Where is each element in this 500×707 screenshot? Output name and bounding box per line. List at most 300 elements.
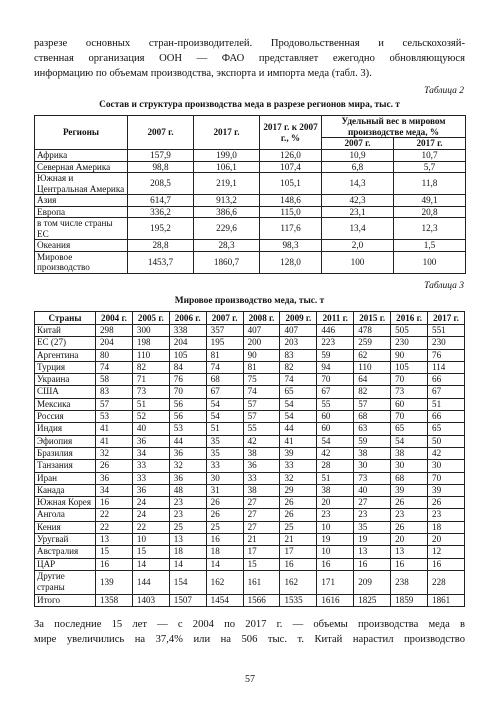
value-cell: 65 <box>280 386 317 398</box>
value-cell: 209 <box>354 570 391 594</box>
table3-row <box>35 398 465 410</box>
value-cell: 17 <box>280 546 317 558</box>
value-cell: 14 <box>206 558 243 570</box>
value-cell: 55 <box>317 398 354 410</box>
value-cell: 15 <box>96 546 133 558</box>
country-name-cell: ЦАР <box>35 558 96 570</box>
value-cell: 1507 <box>169 594 206 606</box>
value-cell: 105,1 <box>260 173 322 195</box>
value-cell: 41 <box>96 423 133 435</box>
value-cell: 478 <box>354 325 391 337</box>
value-cell: 16 <box>354 558 391 570</box>
value-cell: 39 <box>391 484 428 496</box>
value-cell: 35 <box>354 521 391 533</box>
value-cell: 14 <box>132 558 169 570</box>
table3-caption: Таблица 3 <box>424 281 464 291</box>
value-cell: 74 <box>96 361 133 373</box>
table3-row <box>35 361 465 373</box>
value-cell: 1,5 <box>394 240 466 252</box>
table3-row <box>35 435 465 447</box>
table3-row <box>35 337 465 349</box>
value-cell: 30 <box>354 460 391 472</box>
country-name-cell: Индия <box>35 423 96 435</box>
value-cell: 32 <box>280 472 317 484</box>
text-line: мире увеличились на 37,4% или на 506 тыс. т. Китай нарастил производство <box>34 634 465 645</box>
value-cell: 18 <box>428 521 465 533</box>
value-cell: 50 <box>428 435 465 447</box>
table3-row <box>35 325 465 337</box>
region-name-cell: Северная Америка <box>35 161 128 173</box>
value-cell: 70 <box>391 374 428 386</box>
page-number: 57 <box>245 674 255 685</box>
value-cell: 25 <box>169 521 206 533</box>
value-cell: 22 <box>96 521 133 533</box>
value-cell: 154 <box>169 570 206 594</box>
value-cell: 54 <box>280 411 317 423</box>
value-cell: 229,6 <box>194 218 260 240</box>
header-year: 2006 г. <box>169 312 206 325</box>
value-cell: 27 <box>243 497 280 509</box>
value-cell: 13 <box>354 546 391 558</box>
value-cell: 1403 <box>132 594 169 606</box>
value-cell: 144 <box>132 570 169 594</box>
value-cell: 1535 <box>280 594 317 606</box>
value-cell: 26 <box>206 497 243 509</box>
value-cell: 41 <box>280 435 317 447</box>
value-cell: 42,3 <box>322 195 394 207</box>
value-cell: 23 <box>169 497 206 509</box>
value-cell: 74 <box>243 386 280 398</box>
value-cell: 70 <box>391 411 428 423</box>
value-cell: 10,9 <box>322 150 394 162</box>
country-name-cell: Бразилия <box>35 447 96 459</box>
value-cell: 26 <box>96 460 133 472</box>
value-cell: 56 <box>169 398 206 410</box>
country-name-cell: Уругвай <box>35 534 96 546</box>
value-cell: 74 <box>206 361 243 373</box>
value-cell: 10 <box>317 546 354 558</box>
value-cell: 16 <box>317 558 354 570</box>
table3-row <box>35 546 465 558</box>
value-cell: 126,0 <box>260 150 322 162</box>
value-cell: 39 <box>280 447 317 459</box>
table3-row <box>35 374 465 386</box>
table3-row <box>35 484 465 496</box>
table3-row <box>35 594 465 606</box>
header-country: Страны <box>35 312 96 325</box>
value-cell: 1616 <box>317 594 354 606</box>
value-cell: 54 <box>280 398 317 410</box>
value-cell: 22 <box>96 509 133 521</box>
value-cell: 51 <box>206 423 243 435</box>
value-cell: 36 <box>169 447 206 459</box>
value-cell: 75 <box>243 374 280 386</box>
value-cell: 54 <box>391 435 428 447</box>
value-cell: 20 <box>428 534 465 546</box>
text-line: информацию по объемам производства, экспорта и импорта меда (табл. 3). <box>34 68 372 79</box>
value-cell: 13 <box>169 534 206 546</box>
value-cell: 16 <box>280 558 317 570</box>
value-cell: 84 <box>169 361 206 373</box>
value-cell: 407 <box>243 325 280 337</box>
header-year: 2007 г. <box>206 312 243 325</box>
region-name-cell: Африка <box>35 150 128 162</box>
value-cell: 23 <box>391 509 428 521</box>
value-cell: 40 <box>132 423 169 435</box>
value-cell: 16 <box>96 558 133 570</box>
value-cell: 82 <box>132 361 169 373</box>
table2-title: Состав и структура производства меда в разрезе регионов мира, тыс. т <box>99 100 400 110</box>
value-cell: 300 <box>132 325 169 337</box>
value-cell: 73 <box>132 386 169 398</box>
country-name-cell: Турция <box>35 361 96 373</box>
country-name-cell: Аргентина <box>35 349 96 361</box>
value-cell: 54 <box>206 398 243 410</box>
value-cell: 13 <box>96 534 133 546</box>
table2-row <box>35 161 466 173</box>
value-cell: 33 <box>280 460 317 472</box>
value-cell: 54 <box>317 435 354 447</box>
value-cell: 42 <box>428 447 465 459</box>
country-name-cell: Китай <box>35 325 96 337</box>
header-share-2007: 2007 г. <box>322 138 394 150</box>
table2-row <box>35 218 466 240</box>
value-cell: 27 <box>243 521 280 533</box>
value-cell: 336,2 <box>128 206 194 218</box>
table3-row <box>35 570 465 594</box>
header-2007: 2007 г. <box>128 116 194 150</box>
value-cell: 64 <box>354 374 391 386</box>
value-cell: 28,3 <box>194 240 260 252</box>
value-cell: 115,0 <box>260 206 322 218</box>
table3-world-production <box>34 311 465 607</box>
value-cell: 19 <box>317 534 354 546</box>
value-cell: 27 <box>243 509 280 521</box>
value-cell: 208,5 <box>128 173 194 195</box>
country-name-cell: Эфиопия <box>35 435 96 447</box>
value-cell: 230 <box>391 337 428 349</box>
value-cell: 114 <box>428 361 465 373</box>
value-cell: 48 <box>169 484 206 496</box>
header-year: 2009 г. <box>280 312 317 325</box>
value-cell: 139 <box>96 570 133 594</box>
value-cell: 195 <box>206 337 243 349</box>
value-cell: 24 <box>132 497 169 509</box>
value-cell: 73 <box>354 472 391 484</box>
value-cell: 1859 <box>391 594 428 606</box>
region-name-cell: Европа <box>35 206 128 218</box>
header-ratio: 2017 г. к 2007 г., % <box>260 116 322 150</box>
value-cell: 33 <box>206 460 243 472</box>
value-cell: 71 <box>132 374 169 386</box>
value-cell: 13 <box>391 546 428 558</box>
value-cell: 42 <box>317 447 354 459</box>
value-cell: 28,8 <box>128 240 194 252</box>
value-cell: 162 <box>206 570 243 594</box>
value-cell: 10 <box>132 534 169 546</box>
value-cell: 2,0 <box>322 240 394 252</box>
value-cell: 27 <box>354 497 391 509</box>
value-cell: 25 <box>206 521 243 533</box>
value-cell: 26 <box>280 497 317 509</box>
value-cell: 386,6 <box>194 206 260 218</box>
header-year: 2016 г. <box>391 312 428 325</box>
value-cell: 32 <box>169 460 206 472</box>
text-line: разрезе основных стран-производителей. Продовольственная и сельскохозяй- <box>34 38 465 49</box>
value-cell: 614,7 <box>128 195 194 207</box>
value-cell: 195,2 <box>128 218 194 240</box>
value-cell: 30 <box>206 472 243 484</box>
value-cell: 105 <box>391 361 428 373</box>
value-cell: 100 <box>394 251 466 273</box>
value-cell: 357 <box>206 325 243 337</box>
country-name-cell: Танзания <box>35 460 96 472</box>
header-year: 2004 г. <box>96 312 133 325</box>
header-2017: 2017 г. <box>194 116 260 150</box>
value-cell: 13,4 <box>322 218 394 240</box>
value-cell: 60 <box>391 398 428 410</box>
value-cell: 81 <box>243 361 280 373</box>
value-cell: 21 <box>243 534 280 546</box>
header-year: 2011 г. <box>317 312 354 325</box>
value-cell: 62 <box>354 349 391 361</box>
value-cell: 1566 <box>243 594 280 606</box>
value-cell: 55 <box>243 423 280 435</box>
value-cell: 70 <box>428 472 465 484</box>
country-name-cell: Канада <box>35 484 96 496</box>
value-cell: 1860,7 <box>194 251 260 273</box>
value-cell: 26 <box>206 509 243 521</box>
value-cell: 16 <box>96 497 133 509</box>
value-cell: 6,8 <box>322 161 394 173</box>
value-cell: 105 <box>169 349 206 361</box>
value-cell: 38 <box>317 484 354 496</box>
value-cell: 98,3 <box>260 240 322 252</box>
table2-row <box>35 150 466 162</box>
value-cell: 51 <box>428 398 465 410</box>
value-cell: 18 <box>206 546 243 558</box>
value-cell: 16 <box>391 558 428 570</box>
value-cell: 68 <box>354 411 391 423</box>
value-cell: 38 <box>391 447 428 459</box>
value-cell: 1453,7 <box>128 251 194 273</box>
table3-row <box>35 386 465 398</box>
value-cell: 56 <box>169 411 206 423</box>
outro-paragraph <box>34 617 465 647</box>
header-share-2017: 2017 г. <box>394 138 466 150</box>
value-cell: 57 <box>243 398 280 410</box>
value-cell: 60 <box>317 411 354 423</box>
value-cell: 338 <box>169 325 206 337</box>
table3-row <box>35 447 465 459</box>
table3-row <box>35 497 465 509</box>
value-cell: 21 <box>280 534 317 546</box>
value-cell: 29 <box>280 484 317 496</box>
country-name-cell: Россия <box>35 411 96 423</box>
country-name-cell: Кения <box>35 521 96 533</box>
value-cell: 41 <box>96 435 133 447</box>
value-cell: 5,7 <box>394 161 466 173</box>
value-cell: 30 <box>391 460 428 472</box>
value-cell: 57 <box>96 398 133 410</box>
value-cell: 23 <box>317 509 354 521</box>
value-cell: 26 <box>391 497 428 509</box>
intro-paragraph <box>34 36 465 81</box>
value-cell: 49,1 <box>394 195 466 207</box>
value-cell: 44 <box>280 423 317 435</box>
value-cell: 76 <box>169 374 206 386</box>
header-year: 2017 г. <box>428 312 465 325</box>
value-cell: 58 <box>96 374 133 386</box>
value-cell: 53 <box>169 423 206 435</box>
value-cell: 80 <box>96 349 133 361</box>
value-cell: 51 <box>132 398 169 410</box>
value-cell: 74 <box>280 374 317 386</box>
value-cell: 171 <box>317 570 354 594</box>
value-cell: 259 <box>354 337 391 349</box>
value-cell: 73 <box>391 386 428 398</box>
value-cell: 230 <box>428 337 465 349</box>
value-cell: 1358 <box>96 594 133 606</box>
value-cell: 128,0 <box>260 251 322 273</box>
value-cell: 59 <box>317 349 354 361</box>
value-cell: 94 <box>317 361 354 373</box>
value-cell: 23 <box>428 509 465 521</box>
value-cell: 223 <box>317 337 354 349</box>
value-cell: 98,8 <box>128 161 194 173</box>
value-cell: 39 <box>428 484 465 496</box>
table3-row <box>35 349 465 361</box>
value-cell: 60 <box>317 423 354 435</box>
header-year: 2005 г. <box>132 312 169 325</box>
value-cell: 161 <box>243 570 280 594</box>
country-name-cell: Южная Корея <box>35 497 96 509</box>
value-cell: 36 <box>132 435 169 447</box>
value-cell: 110 <box>354 361 391 373</box>
value-cell: 199,0 <box>194 150 260 162</box>
table2-region-production <box>34 115 466 274</box>
value-cell: 22 <box>132 521 169 533</box>
header-share: Удельный вес в мировом производстве меда, % <box>322 116 466 138</box>
value-cell: 913,2 <box>194 195 260 207</box>
value-cell: 20,8 <box>394 206 466 218</box>
value-cell: 12,3 <box>394 218 466 240</box>
value-cell: 36 <box>169 472 206 484</box>
value-cell: 59 <box>354 435 391 447</box>
value-cell: 63 <box>354 423 391 435</box>
table3-title: Мировое производство меда, тыс. т <box>174 296 325 306</box>
region-name-cell: Азия <box>35 195 128 207</box>
value-cell: 162 <box>280 570 317 594</box>
value-cell: 23 <box>354 509 391 521</box>
value-cell: 82 <box>280 361 317 373</box>
value-cell: 38 <box>243 447 280 459</box>
value-cell: 25 <box>280 521 317 533</box>
text-line: ственная организация ООН — ФАО представляет ежегодно обновляющуюся <box>34 53 465 64</box>
value-cell: 38 <box>354 447 391 459</box>
country-name-cell: Другие страны <box>35 570 96 594</box>
value-cell: 26 <box>391 521 428 533</box>
value-cell: 53 <box>96 411 133 423</box>
value-cell: 26 <box>428 497 465 509</box>
country-name-cell: Итого <box>35 594 96 606</box>
value-cell: 65 <box>391 423 428 435</box>
value-cell: 81 <box>206 349 243 361</box>
country-name-cell: США <box>35 386 96 398</box>
value-cell: 83 <box>96 386 133 398</box>
value-cell: 117,6 <box>260 218 322 240</box>
value-cell: 76 <box>428 349 465 361</box>
value-cell: 36 <box>132 484 169 496</box>
value-cell: 40 <box>354 484 391 496</box>
country-name-cell: Мексика <box>35 398 96 410</box>
value-cell: 24 <box>132 509 169 521</box>
region-name-cell: в том числе страны ЕС <box>35 218 128 240</box>
table3-row <box>35 509 465 521</box>
value-cell: 90 <box>391 349 428 361</box>
value-cell: 1825 <box>354 594 391 606</box>
region-name-cell: Мировое производство <box>35 251 128 273</box>
value-cell: 38 <box>243 484 280 496</box>
value-cell: 110 <box>132 349 169 361</box>
value-cell: 106,1 <box>194 161 260 173</box>
value-cell: 157,9 <box>128 150 194 162</box>
value-cell: 33 <box>243 472 280 484</box>
table2-caption: Таблица 2 <box>424 86 464 96</box>
value-cell: 20 <box>391 534 428 546</box>
text-line: За последние 15 лет — с 2004 по 2017 г. — объемы производства меда в <box>34 619 465 630</box>
value-cell: 52 <box>132 411 169 423</box>
value-cell: 35 <box>206 447 243 459</box>
value-cell: 36 <box>243 460 280 472</box>
value-cell: 15 <box>132 546 169 558</box>
value-cell: 42 <box>243 435 280 447</box>
country-name-cell: ЕС (27) <box>35 337 96 349</box>
value-cell: 1861 <box>428 594 465 606</box>
value-cell: 28 <box>317 460 354 472</box>
header-year: 2015 г. <box>354 312 391 325</box>
table3-row <box>35 558 465 570</box>
header-region: Регионы <box>35 116 128 150</box>
table2-row <box>35 251 466 273</box>
region-name-cell: Южная и Центральная Америка <box>35 173 128 195</box>
value-cell: 148,6 <box>260 195 322 207</box>
value-cell: 19 <box>354 534 391 546</box>
value-cell: 68 <box>206 374 243 386</box>
value-cell: 10,7 <box>394 150 466 162</box>
table2-row <box>35 206 466 218</box>
value-cell: 65 <box>428 423 465 435</box>
value-cell: 32 <box>96 447 133 459</box>
table2-row <box>35 173 466 195</box>
value-cell: 238 <box>391 570 428 594</box>
value-cell: 1454 <box>206 594 243 606</box>
value-cell: 57 <box>354 398 391 410</box>
value-cell: 90 <box>243 349 280 361</box>
region-name-cell: Океания <box>35 240 128 252</box>
value-cell: 17 <box>243 546 280 558</box>
value-cell: 228 <box>428 570 465 594</box>
value-cell: 407 <box>280 325 317 337</box>
table2-row <box>35 195 466 207</box>
country-name-cell: Австралия <box>35 546 96 558</box>
value-cell: 66 <box>428 411 465 423</box>
value-cell: 66 <box>428 374 465 386</box>
value-cell: 107,4 <box>260 161 322 173</box>
value-cell: 20 <box>317 497 354 509</box>
value-cell: 15 <box>243 558 280 570</box>
value-cell: 446 <box>317 325 354 337</box>
